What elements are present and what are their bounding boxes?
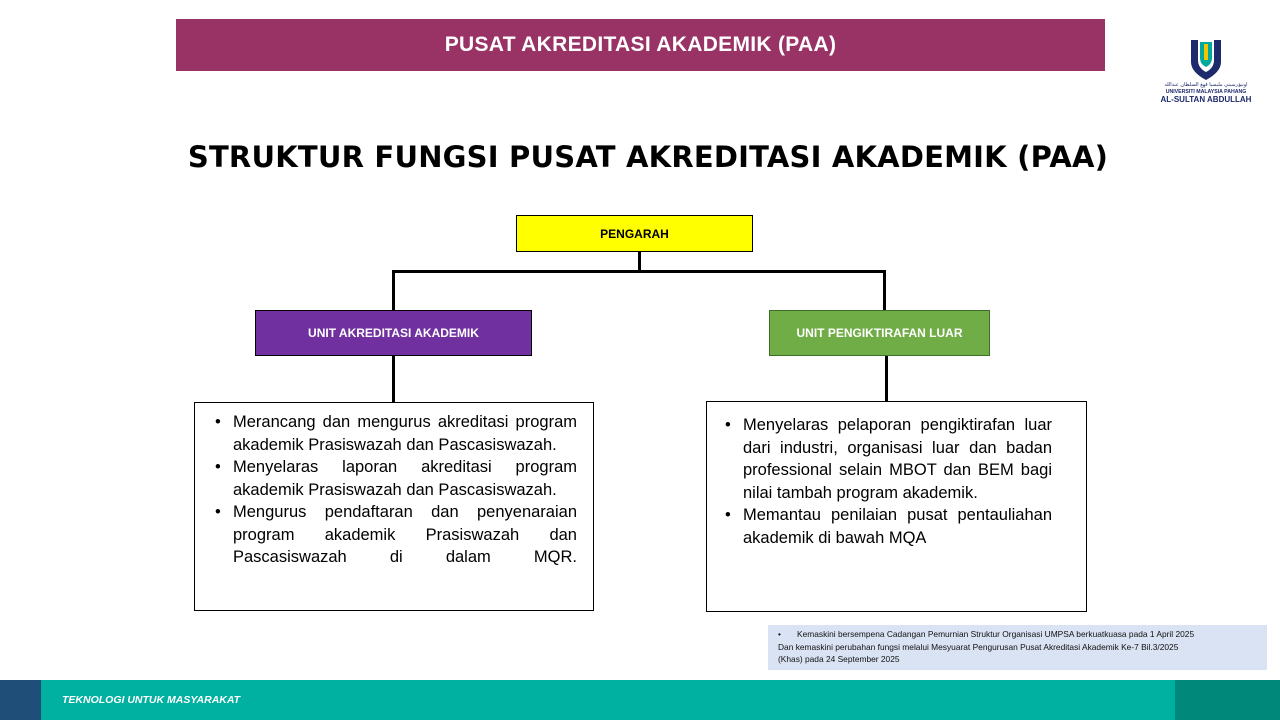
logo-arabic-text: اونيۏرسيتي مليسيا ڤهڠ السلطان عبدالله <box>1164 82 1248 88</box>
header-bar <box>176 19 1105 71</box>
footer-left-block <box>0 680 41 720</box>
pengarah-box <box>516 215 753 252</box>
footer-tagline: TEKNOLOGI UNTUK MASYARAKAT <box>62 694 241 706</box>
unit-pengiktirafan-luar-box <box>769 310 990 356</box>
page-title: STRUKTUR FUNGSI PUSAT AKREDITASI AKADEMIK (PAA) <box>187 140 1109 174</box>
function-item: • Memantau penilaian pusat pentauliahan akademik di bawah MQA <box>721 504 1052 549</box>
unit-akreditasi-akademik-label: UNIT AKREDITASI AKADEMIK <box>308 326 479 340</box>
connector-horizontal <box>392 270 886 273</box>
logo-university-text: UNIVERSITI MALAYSIA PAHANG <box>1165 89 1247 95</box>
note-bullet: • <box>778 629 781 639</box>
connector-right-to-desc <box>885 356 888 401</box>
logo-sultan-text: AL-SULTAN ABDULLAH <box>1160 95 1252 104</box>
function-item: • Menyelaras laporan akreditasi program akademik Prasiswazah dan Pascasiswazah. <box>211 456 577 501</box>
update-note <box>768 625 1267 670</box>
connector-left-drop <box>392 270 395 310</box>
header-title: PUSAT AKREDITASI AKADEMIK (PAA) <box>444 33 837 56</box>
note-line-1: Kemaskini bersempena Cadangan Pemurnian Struktur Organisasi UMPSA berkuatkuasa pada 1 April 2025 <box>797 629 1195 639</box>
unit-pengiktirafan-luar-functions <box>706 401 1087 612</box>
connector-right-drop <box>883 270 886 310</box>
umpsa-emblem-icon <box>1188 38 1224 82</box>
unit-akreditasi-akademik-functions <box>194 402 594 611</box>
unit-pengiktirafan-luar-label: UNIT PENGIKTIRAFAN LUAR <box>796 326 963 340</box>
note-line-3: (Khas) pada 24 September 2025 <box>778 654 900 664</box>
function-item: • Menyelaras pelaporan pengiktirafan luar dari industri, organisasi luar dan badan professional selain MBOT dan BEM bagi nilai tambah program akademik. <box>721 414 1052 504</box>
note-line-2: Dan kemaskini perubahan fungsi melalui Mesyuarat Pengurusan Pusat Akreditasi Akademik Ke-7 Bil.3/2025 <box>778 641 1179 652</box>
connector-left-to-desc <box>392 356 395 402</box>
footer-right-block <box>1175 680 1280 720</box>
function-item: • Merancang dan mengurus akreditasi program akademik Prasiswazah dan Pascasiswazah. <box>211 411 577 456</box>
pengarah-label: PENGARAH <box>600 226 669 241</box>
connector-top-vertical <box>638 252 641 271</box>
function-item: • Mengurus pendaftaran dan penyenaraian program akademik Prasiswazah dan Pascasiswazah di dalam MQR. <box>211 501 577 569</box>
unit-akreditasi-akademik-box <box>255 310 532 356</box>
university-logo <box>1158 38 1254 108</box>
footer-bar <box>41 680 1175 720</box>
